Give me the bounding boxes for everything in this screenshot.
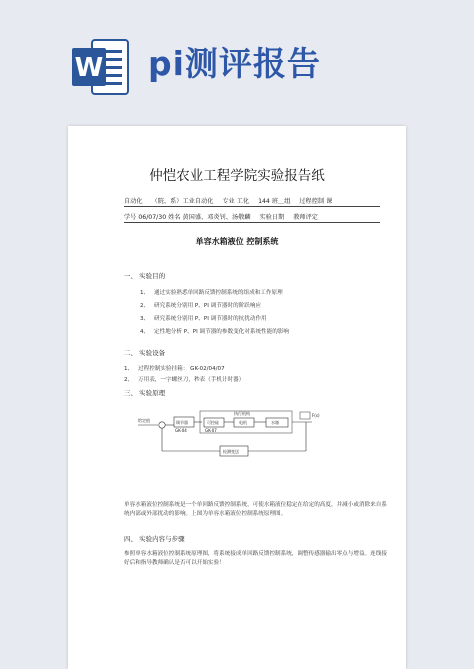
info-dept: 自动化	[124, 198, 143, 205]
info-row-2	[124, 212, 325, 221]
valve-label: 可控硅	[207, 420, 219, 425]
tank-label: 水箱	[271, 420, 279, 425]
list-item: 3、 研究系统分别用 P、PI 调节器时的抗扰动作用	[140, 316, 267, 322]
pump-label: 电机	[239, 420, 247, 425]
divider	[124, 206, 380, 207]
sensor-label: 检测变送	[223, 449, 239, 454]
steps-paragraph: 参照单容水箱液位控制系统原理图，将系统接成单回路反馈控制系统，调整传感器输出零点与增益。连线接好后和指导教师确认是否可以开始实验！	[124, 551, 387, 566]
page-header	[0, 0, 474, 120]
section-heading: 三、 实验原理	[124, 389, 166, 397]
info-course: 过程控制 课	[299, 198, 333, 205]
word-icon-letter: W	[74, 53, 104, 83]
list-item: 1、 过程控制实验挂箱： GK-02/04/07	[124, 366, 225, 372]
info-students: 学号 06/07/30 姓名 黄国盛、邓炎钊、汤敬麟	[124, 214, 251, 221]
controller-code: GK-04	[175, 428, 187, 433]
info-major: 专业 工化	[222, 198, 250, 205]
list-item: 2、 研究系统分别用 P、PI 调节器时的阶跃响应	[140, 303, 262, 309]
experiment-title: 单容水箱液位 控制系统	[195, 237, 279, 246]
section-heading: 二、 实验设备	[124, 349, 166, 357]
word-icon	[70, 36, 132, 98]
info-date: 实验日期	[259, 214, 285, 221]
info-faculty: （院、系）工业自动化	[151, 198, 214, 205]
section-heading: 一、 实验目的	[124, 272, 166, 280]
doc-title: 仲恺农业工程学院实验报告纸	[149, 168, 325, 184]
actuator-label: 执行机构	[234, 411, 250, 416]
valve-code: GK-07	[205, 428, 217, 433]
list-item: 1、 通过实验熟悉单回路反馈控制系统的组成和工作原理	[140, 290, 283, 296]
document-preview	[68, 126, 406, 669]
section-heading: 四、 实验内容与步骤	[124, 535, 185, 543]
list-item: 4、 定性地分析 P、PI 调节器的参数变化对系统性能的影响	[140, 329, 290, 335]
info-class: 144 班＿组	[258, 198, 291, 205]
page-title: pi测评报告	[148, 44, 321, 83]
info-grade: 教师评定	[293, 214, 318, 221]
diagram-setpoint-label: 给定值	[138, 418, 150, 423]
divider	[124, 222, 380, 223]
output-label: F(s)	[312, 413, 320, 418]
info-row-1	[124, 196, 339, 205]
list-item: 2、 万用表，一字螺丝刀，秒表（手机计时器）	[124, 377, 245, 383]
principle-paragraph: 单容水箱液位控制系统是一个单回路反馈控制系统，可使水箱液位稳定在给定的高度，并减小或消除来自系统内部或外部扰动的影响。上图为单容水箱液位控制系统原理图。	[124, 502, 387, 517]
control-block-diagram	[136, 409, 334, 469]
controller-label: 调节器	[176, 420, 188, 425]
